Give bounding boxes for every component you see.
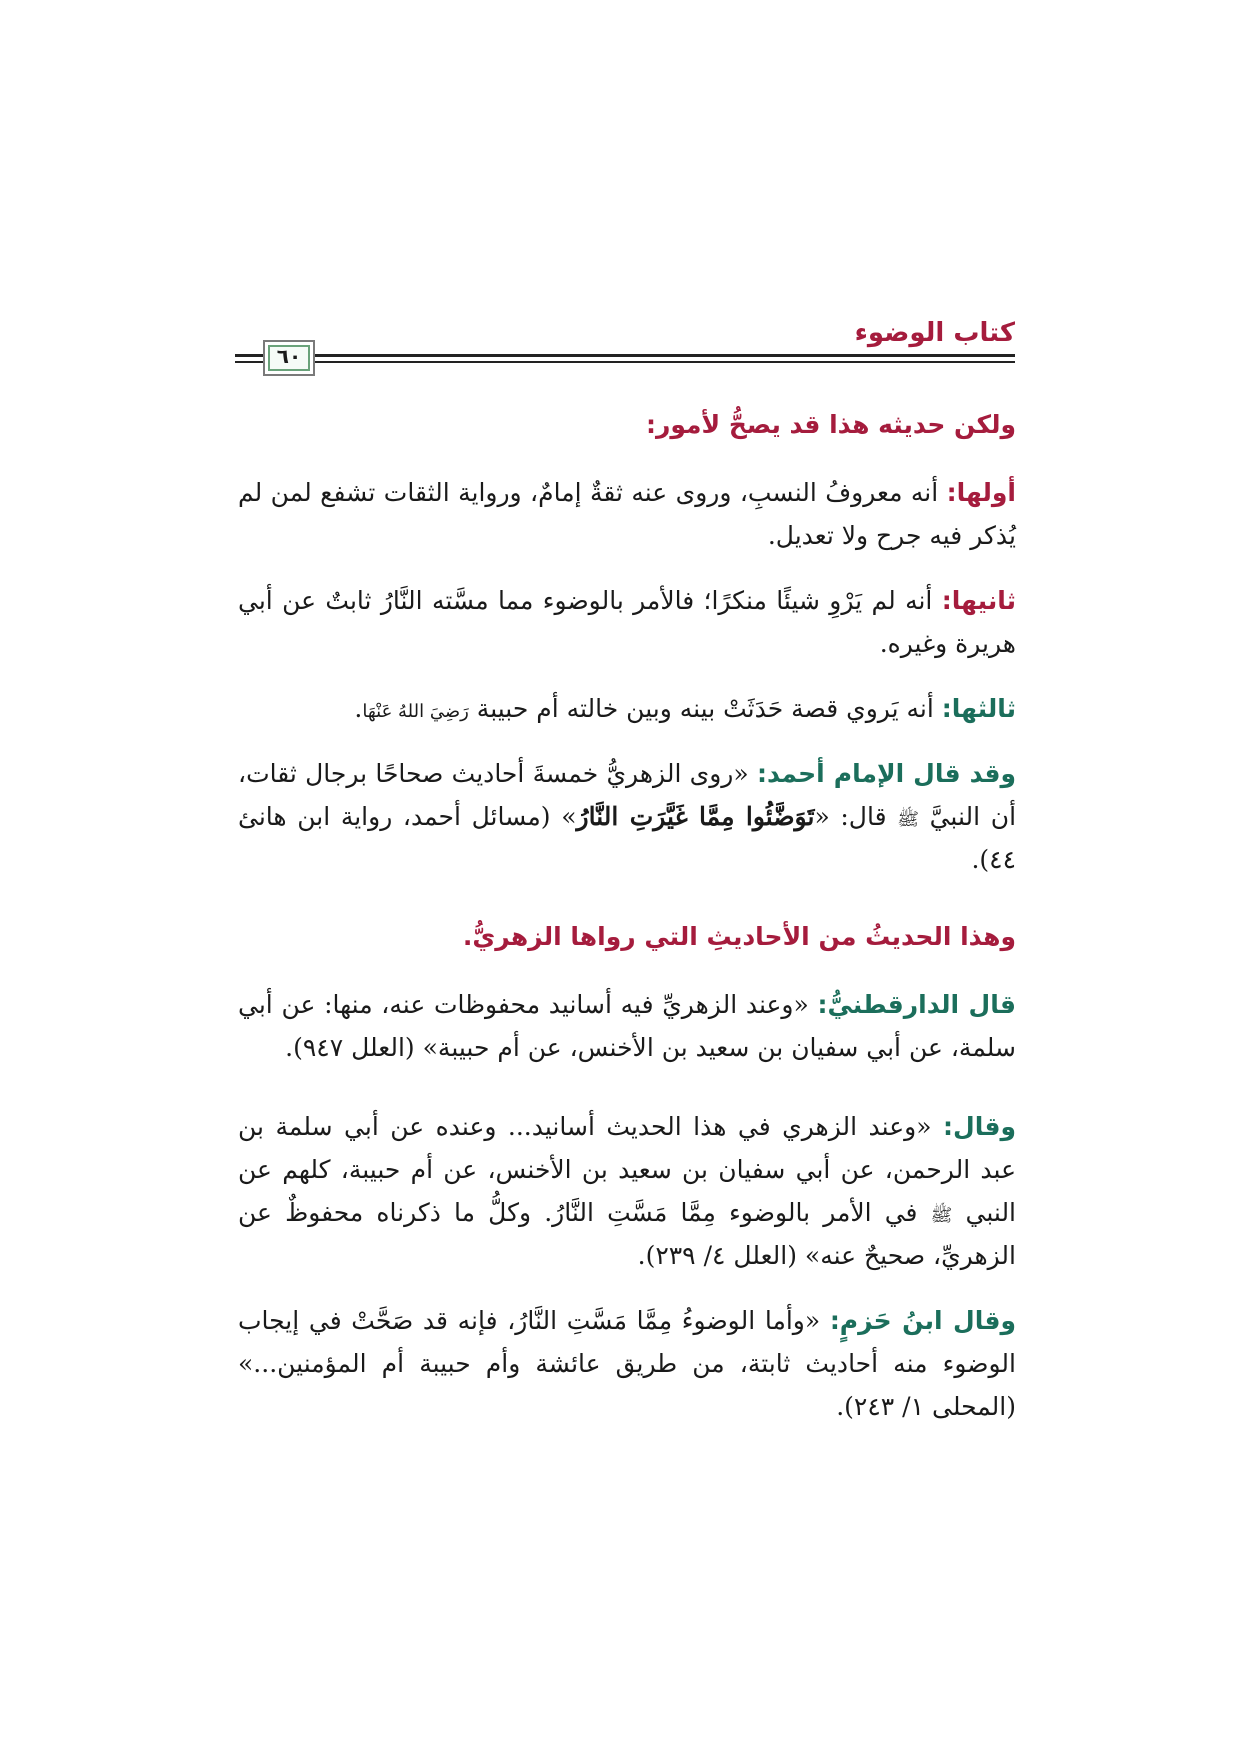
- paragraph-label: ثالثها:: [941, 694, 1016, 723]
- paragraph-label: وقال ابنُ حَزمٍ:: [829, 1306, 1016, 1335]
- page-body: [238, 405, 1016, 1450]
- honorific-glyph: رَضِيَ اللهُ عَنْهَا: [362, 701, 469, 722]
- paragraph-label: أولها:: [946, 478, 1016, 507]
- paragraph-label: وقد قال الإمام أحمد:: [756, 759, 1016, 788]
- paragraph-text: في الأمر بالوضوء مِمَّا مَسَّتِ النَّارُ. وكلُّ ما ذكرناه محفوظٌ عن الزهريِّ، صحيحٌ عنه» (العلل ٤/ ٢٣٩).: [238, 1198, 1016, 1270]
- paragraph-daraqutni: [238, 983, 1016, 1069]
- paragraph-first-reason: [238, 471, 1016, 557]
- paragraph-text: أنه يَروي قصة حَدَثَتْ بينه وبين خالته أم حبيبة: [468, 694, 942, 723]
- paragraph-end: .: [354, 694, 363, 723]
- hadith-quote: تَوَضَّئُوا مِمَّا غَيَّرَتِ النَّارُ: [576, 802, 815, 831]
- paragraph-ibn-hazm: [238, 1299, 1016, 1428]
- paragraph-ahmad-quote: [238, 752, 1016, 881]
- paragraph-second-reason: [238, 579, 1016, 665]
- paragraph-third-reason: [238, 687, 1016, 730]
- paragraph-text: «وأما الوضوءُ مِمَّا مَسَّتِ النَّارُ، فإنه قد صَحَّتْ في إيجاب الوضوء منه أحاديث ثابتة، من طريق عائشة وأم حبيبة أم المؤمنين...» (المحلى ١/ ٢٤٣).: [238, 1306, 1016, 1421]
- header-rule-right: [315, 354, 1015, 363]
- paragraph-label: قال الدارقطنيُّ:: [817, 990, 1017, 1019]
- header-rule-left: [235, 354, 265, 363]
- page-header: [235, 318, 1015, 388]
- page-number: ٦٠: [276, 344, 302, 368]
- page-number-frame: [263, 340, 315, 376]
- paragraph-label: ثانيها:: [941, 586, 1016, 615]
- honorific-glyph: ﷺ: [897, 809, 919, 830]
- honorific-glyph: ﷺ: [930, 1205, 953, 1226]
- paragraph-text: «وعند الزهريِّ فيه أسانيد محفوظات عنه، منها: عن أبي سلمة، عن أبي سفيان بن سعيد بن الأخنس، عن أم حبيبة» (العلل ٩٤٧).: [238, 990, 1016, 1062]
- paragraph-text: قال: «: [814, 802, 898, 831]
- section-heading-1: ولكن حديثه هذا قد يصحُّ لأمور:: [645, 410, 1016, 439]
- paragraph-text: «وعند الزهري في هذا الحديث أسانيد... وعنده عن أبي سلمة بن عبد الرحمن، عن أبي سفيان بن سعيد بن الأخنس، عن أم حبيبة، كلهم عن النبي: [238, 1112, 1017, 1227]
- paragraph-text: أنه لم يَرْوِ شيئًا منكرًا؛ فالأمر بالوضوء مما مسَّته النَّارُ ثابتٌ عن أبي هريرة وغيره.: [238, 586, 1016, 658]
- spacer: [238, 903, 1016, 917]
- paragraph-text: «روى الزهريُّ خمسةَ أحاديث صحاحًا برجال ثقات، أن النبيَّ: [238, 759, 1017, 831]
- paragraph-label: وقال:: [943, 1112, 1016, 1141]
- spacer: [238, 1091, 1016, 1105]
- section-heading-2: وهذا الحديثُ من الأحاديثِ التي رواها الزهريُّ.: [462, 922, 1016, 951]
- paragraph-text: » (مسائل أحمد، رواية ابن هانئ ٤٤).: [238, 802, 1016, 874]
- book-title: كتاب الوضوء: [854, 318, 1015, 348]
- paragraph-text: أنه معروفُ النسبِ، وروى عنه ثقةٌ إمامٌ، ورواية الثقات تشفع لمن لم يُذكر فيه جرح ولا تعديل.: [238, 478, 1016, 550]
- paragraph-daraqutni-2: [238, 1105, 1016, 1277]
